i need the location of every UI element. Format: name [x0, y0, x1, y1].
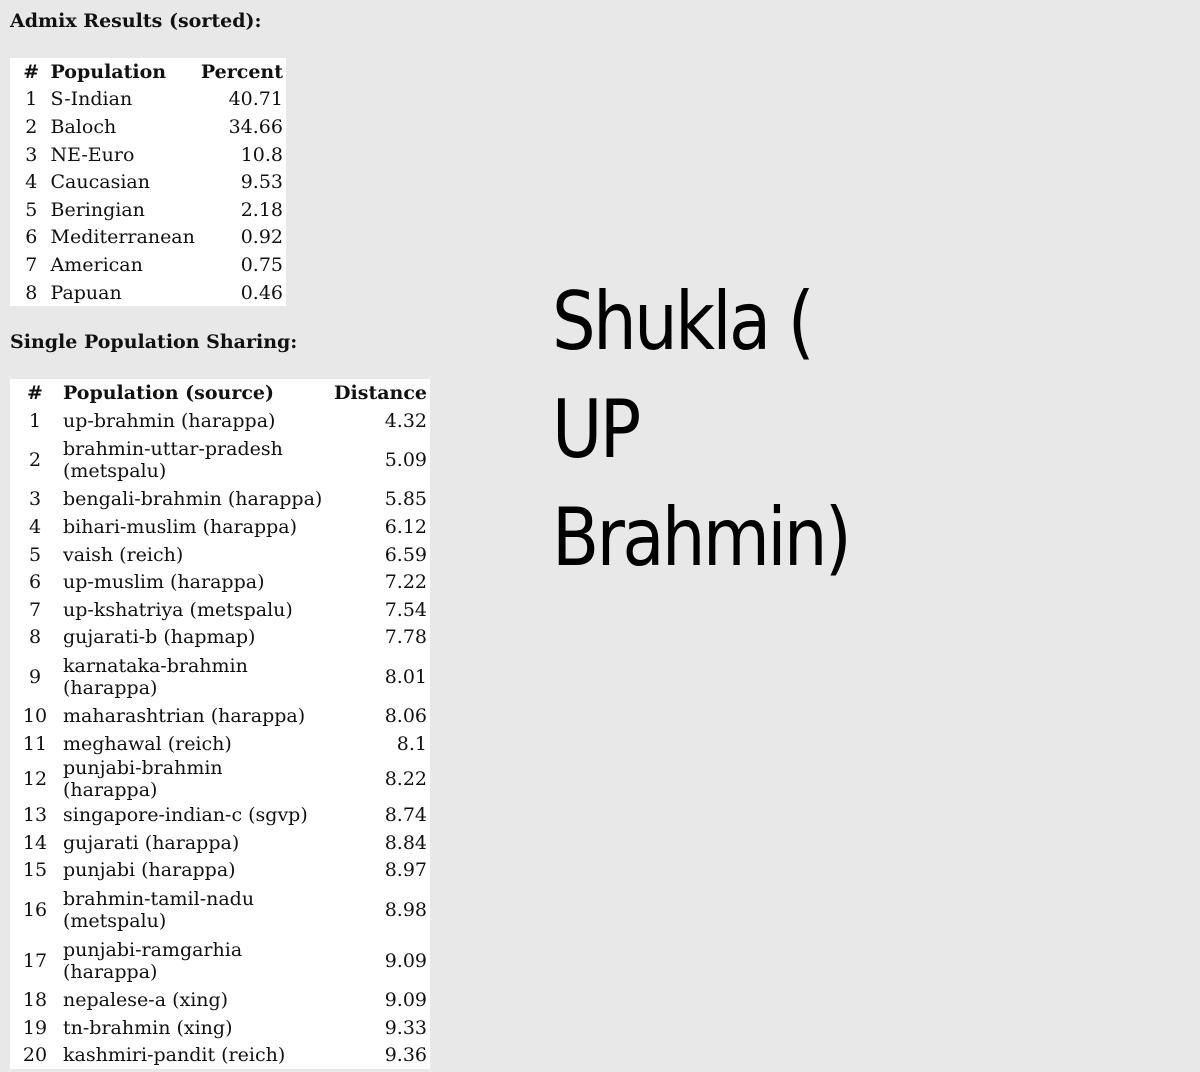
admix-row [10, 141, 286, 169]
sharing-cell-num: 15 [22, 859, 48, 882]
sharing-cell-population: up-brahmin (harappa) [63, 409, 276, 432]
admix-cell-num: 1 [25, 88, 38, 111]
sharing-row [10, 986, 430, 1014]
sharing-cell-distance: 8.1 [396, 732, 427, 755]
sharing-row [10, 651, 430, 702]
sharing-cell-num: 16 [22, 898, 48, 921]
admix-cell-population: S-Indian [50, 88, 133, 111]
sharing-row [10, 513, 430, 541]
admix-cell-percent: 9.53 [240, 171, 283, 194]
admix-cell-percent: 0.92 [240, 226, 283, 249]
sharing-cell-num: 2 [28, 449, 42, 472]
sharing-cell-distance: 4.32 [384, 409, 427, 432]
sharing-row [10, 884, 430, 935]
sharing-row [10, 730, 430, 758]
sharing-cell-population: maharashtrian (harappa) [63, 704, 306, 727]
sharing-cell-distance: 7.54 [384, 598, 427, 621]
sharing-row [10, 757, 430, 801]
admix-cell-population: Beringian [50, 198, 145, 221]
admix-row [10, 279, 286, 307]
sharing-cell-distance: 8.22 [384, 768, 427, 791]
sharing-cell-population: brahmin-uttar-pradesh (metspalu) [63, 438, 283, 483]
sharing-cell-distance: 6.12 [384, 515, 427, 538]
sharing-cell-population: bengali-brahmin (harappa) [63, 488, 323, 511]
sharing-cell-population: punjabi-ramgarhia (harappa) [63, 938, 243, 983]
admix-cell-percent: 34.66 [228, 115, 283, 138]
admix-cell-population: American [50, 253, 143, 276]
sharing-header-row [10, 379, 430, 407]
admix-header-percent: Percent [200, 60, 283, 83]
sharing-row [10, 702, 430, 730]
sharing-row [10, 801, 430, 829]
admix-cell-population: Papuan [50, 281, 122, 304]
sharing-cell-num: 14 [22, 831, 48, 854]
sharing-cell-distance: 5.09 [384, 449, 427, 472]
admix-results-heading: Admix Results (sorted): [10, 10, 262, 32]
sharing-cell-num: 17 [22, 949, 48, 972]
population-sharing-table [10, 379, 430, 1069]
admix-cell-num: 8 [25, 281, 38, 304]
sharing-cell-distance: 7.22 [384, 571, 427, 594]
sharing-cell-population: tn-brahmin (xing) [63, 1016, 233, 1039]
sharing-cell-population: singapore-indian-c (sgvp) [63, 804, 308, 827]
sharing-row [10, 407, 430, 435]
sharing-row [10, 541, 430, 569]
sharing-cell-population: punjabi-brahmin (harappa) [63, 757, 223, 802]
sharing-row [10, 486, 430, 514]
admix-cell-percent: 2.18 [240, 198, 283, 221]
sharing-cell-distance: 6.59 [384, 543, 427, 566]
sharing-header-num: # [27, 382, 43, 404]
admix-header-num: # [23, 60, 40, 83]
sharing-cell-distance: 9.36 [384, 1044, 427, 1067]
sharing-cell-distance: 8.84 [384, 831, 427, 854]
sharing-cell-population: meghawal (reich) [63, 732, 232, 755]
sharing-cell-num: 4 [28, 515, 42, 538]
admix-cell-percent: 10.8 [240, 143, 283, 166]
admix-row [10, 196, 286, 224]
sharing-cell-num: 8 [28, 626, 42, 649]
admix-results-table [10, 58, 286, 306]
sharing-cell-population: up-muslim (harappa) [63, 571, 265, 594]
sharing-cell-num: 18 [22, 988, 48, 1011]
admix-cell-num: 3 [25, 143, 38, 166]
sharing-cell-population: bihari-muslim (harappa) [63, 515, 298, 538]
sharing-cell-distance: 9.09 [384, 988, 427, 1011]
sharing-cell-num: 1 [28, 409, 42, 432]
sharing-row [10, 624, 430, 652]
sharing-cell-distance: 8.98 [384, 898, 427, 921]
admix-cell-population: NE-Euro [50, 143, 135, 166]
admix-cell-num: 6 [25, 226, 38, 249]
sharing-row [10, 1041, 430, 1069]
admix-cell-population: Caucasian [50, 171, 150, 194]
sharing-cell-population: punjabi (harappa) [63, 859, 236, 882]
sharing-cell-population: nepalese-a (xing) [63, 988, 229, 1011]
admix-row [10, 251, 286, 279]
population-sharing-heading: Single Population Sharing: [10, 331, 298, 353]
sharing-cell-population: up-kshatriya (metspalu) [63, 598, 293, 621]
sharing-cell-population: vaish (reich) [63, 543, 184, 566]
sharing-row [10, 596, 430, 624]
admix-row [10, 86, 286, 114]
admix-header-population: Population [50, 60, 167, 83]
sharing-cell-num: 6 [28, 571, 42, 594]
sharing-row [10, 857, 430, 885]
sharing-row [10, 935, 430, 986]
sharing-cell-num: 12 [22, 768, 48, 791]
sharing-cell-num: 10 [22, 704, 48, 727]
sharing-cell-distance: 7.78 [384, 626, 427, 649]
admix-cell-population: Baloch [50, 115, 117, 138]
admix-cell-num: 5 [25, 198, 38, 221]
sharing-header-distance: Distance [334, 382, 427, 404]
sharing-cell-num: 7 [28, 598, 42, 621]
admix-cell-percent: 40.71 [228, 88, 283, 111]
admix-cell-num: 2 [25, 115, 38, 138]
sharing-cell-distance: 8.06 [384, 704, 427, 727]
admix-row [10, 113, 286, 141]
sharing-cell-population: gujarati-b (hapmap) [63, 626, 256, 649]
sharing-row [10, 435, 430, 486]
sharing-cell-distance: 8.74 [384, 804, 427, 827]
sharing-cell-num: 5 [28, 543, 42, 566]
admix-cell-num: 4 [25, 171, 38, 194]
sharing-row [10, 568, 430, 596]
sharing-cell-population: kashmiri-pandit (reich) [63, 1044, 286, 1067]
sharing-cell-distance: 5.85 [384, 488, 427, 511]
sharing-cell-num: 9 [28, 665, 42, 688]
sharing-cell-distance: 9.33 [384, 1016, 427, 1039]
admix-cell-percent: 0.46 [240, 281, 283, 304]
sharing-header-population: Population (source) [63, 382, 275, 404]
admix-row [10, 224, 286, 252]
sharing-cell-distance: 9.09 [384, 949, 427, 972]
page-title: Shukla ( UP Brahmin) [552, 275, 850, 584]
sharing-row [10, 1014, 430, 1042]
sharing-cell-population: brahmin-tamil-nadu (metspalu) [63, 887, 255, 932]
admix-cell-num: 7 [25, 253, 38, 276]
sharing-cell-population: gujarati (harappa) [63, 831, 240, 854]
sharing-cell-population: karnataka-brahmin (harappa) [63, 654, 248, 699]
admix-cell-population: Mediterranean [50, 226, 195, 249]
admix-row [10, 168, 286, 196]
sharing-cell-num: 3 [28, 488, 42, 511]
sharing-row [10, 829, 430, 857]
sharing-cell-num: 11 [22, 732, 48, 755]
sharing-cell-num: 19 [22, 1016, 48, 1039]
admix-cell-percent: 0.75 [240, 253, 283, 276]
sharing-cell-num: 13 [22, 804, 48, 827]
sharing-cell-distance: 8.01 [384, 665, 427, 688]
sharing-cell-distance: 8.97 [384, 859, 427, 882]
admix-header-row [10, 58, 286, 86]
sharing-cell-num: 20 [22, 1044, 48, 1067]
